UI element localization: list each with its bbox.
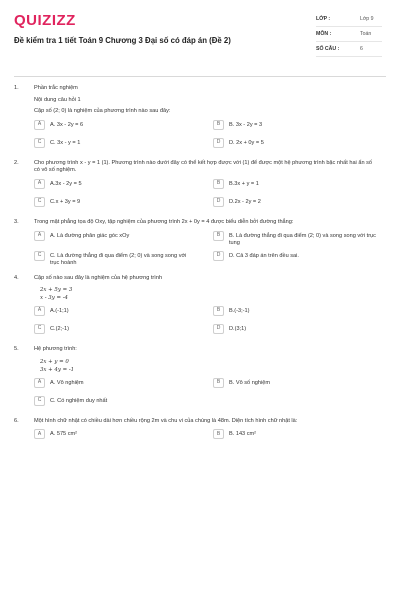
question-text: Hệ phương trình: bbox=[34, 346, 77, 353]
meta-row bbox=[316, 42, 382, 57]
question-number: 3. bbox=[14, 218, 19, 225]
equation: 3x + 4y = -1 bbox=[40, 366, 75, 373]
option-letter-box[interactable]: B bbox=[213, 429, 224, 439]
meta-row bbox=[316, 12, 382, 27]
option-text: B. Là đường thẳng đi qua điểm (2; 0) và song song với trục tung bbox=[229, 232, 376, 246]
answer-option[interactable] bbox=[213, 324, 376, 338]
header bbox=[14, 12, 386, 74]
meta-table bbox=[316, 12, 382, 57]
answer-options bbox=[34, 429, 376, 443]
question-text: Trong mặt phẳng tọa độ Oxy, tập nghiệm của phương trình 2x + 0y = 4 được biểu diễn bởi đường thẳng: bbox=[34, 218, 294, 225]
meta-label: SỐ CÂU : bbox=[316, 46, 340, 52]
answer-options bbox=[34, 378, 376, 410]
option-letter-box[interactable]: D bbox=[213, 251, 224, 261]
answer-options bbox=[34, 231, 376, 267]
option-letter-box[interactable]: B bbox=[213, 378, 224, 388]
question-text: Cặp số nào sau đây là nghiệm của hệ phương trình bbox=[34, 274, 163, 281]
option-text: C. 3x - y = 1 bbox=[50, 139, 81, 146]
answer-option[interactable] bbox=[34, 396, 197, 410]
meta-label: LỚP : bbox=[316, 16, 331, 22]
option-text: D. Cả 3 đáp án trên đều sai. bbox=[229, 252, 299, 259]
option-letter-box[interactable]: A bbox=[34, 306, 45, 316]
meta-value: Lớp 9 bbox=[360, 16, 374, 22]
option-letter-box[interactable]: B bbox=[213, 179, 224, 189]
option-letter-box[interactable]: A bbox=[34, 120, 45, 130]
option-letter-box[interactable]: D bbox=[213, 138, 224, 148]
question bbox=[14, 275, 376, 339]
option-text: D.2x - 2y = 2 bbox=[229, 198, 261, 205]
meta-row bbox=[316, 27, 382, 42]
option-text: C. Là đường thẳng đi qua điểm (2; 0) và song song với trục hoành bbox=[50, 252, 187, 266]
option-letter-box[interactable]: A bbox=[34, 179, 45, 189]
question bbox=[14, 160, 376, 211]
meta-label: MÔN : bbox=[316, 31, 332, 37]
answer-options bbox=[34, 120, 376, 152]
answer-option[interactable] bbox=[34, 138, 197, 152]
option-text: A. Là đường phân giác góc xOy bbox=[50, 232, 130, 239]
answer-option[interactable] bbox=[213, 179, 376, 193]
answer-option[interactable] bbox=[34, 378, 197, 392]
question-number: 4. bbox=[14, 274, 19, 281]
equation: x - 3y = -4 bbox=[40, 295, 68, 302]
option-letter-box[interactable]: B bbox=[213, 120, 224, 130]
option-letter-box[interactable]: B bbox=[213, 231, 224, 241]
option-text: B. Vô số nghiệm bbox=[229, 379, 271, 386]
question-list bbox=[14, 77, 386, 443]
question-text: Một hình chữ nhật có chiều dài hơn chiều rộng 2m và chu vi của chúng là 48m. Diện tích hình chữ nhật là: bbox=[34, 417, 298, 424]
answer-option[interactable] bbox=[213, 231, 376, 247]
option-letter-box[interactable]: B bbox=[213, 306, 224, 316]
equation-system bbox=[40, 358, 376, 374]
option-letter-box[interactable]: D bbox=[213, 324, 224, 334]
answer-option[interactable] bbox=[34, 120, 197, 134]
option-text: B. 3x - 2y = 3 bbox=[229, 121, 263, 128]
meta-value: Toán bbox=[360, 31, 372, 37]
answer-option[interactable] bbox=[213, 138, 376, 152]
question bbox=[14, 418, 376, 444]
answer-option[interactable] bbox=[213, 429, 376, 443]
answer-options bbox=[34, 179, 376, 211]
option-text: A.(-1;1) bbox=[50, 308, 69, 315]
option-text: A.3x - 2y = 5 bbox=[50, 180, 82, 187]
answer-option[interactable] bbox=[213, 120, 376, 134]
option-text: B. 143 cm² bbox=[229, 431, 257, 438]
option-letter-box[interactable]: A bbox=[34, 231, 45, 241]
quizizz-logo[interactable]: QUIZIZZ bbox=[14, 12, 76, 29]
answer-option[interactable] bbox=[213, 378, 376, 392]
equation: 2x + 5y = 3 bbox=[40, 287, 73, 294]
answer-option[interactable] bbox=[34, 251, 197, 267]
question-text: Cặp số (2; 0) là nghiệm của phương trình nào sau đây: bbox=[34, 108, 171, 115]
option-letter-box[interactable]: A bbox=[34, 429, 45, 439]
question-text: Nội dung câu hỏi 1 bbox=[34, 96, 81, 103]
option-letter-box[interactable]: C bbox=[34, 251, 45, 261]
question-text: Cho phương trình x - y = 1 (1). Phương trình nào dưới đây có thể kết hợp được với (1) để được một hệ phương trình bậc nhất hai ẩn số có vô số nghiệm. bbox=[34, 159, 373, 174]
option-text: C.x + 3y = 9 bbox=[50, 198, 81, 205]
option-text: B.3x + y = 1 bbox=[229, 180, 259, 187]
answer-option[interactable] bbox=[34, 429, 197, 443]
option-text: C. Có nghiệm duy nhất bbox=[50, 397, 108, 404]
answer-option[interactable] bbox=[34, 197, 197, 211]
option-text: C.(2;-1) bbox=[50, 326, 69, 333]
option-text: D. 2x + 0y = 5 bbox=[229, 139, 264, 146]
option-letter-box[interactable]: C bbox=[34, 197, 45, 207]
meta-value: 6 bbox=[360, 46, 363, 52]
answer-option[interactable] bbox=[213, 251, 376, 267]
answer-option[interactable] bbox=[213, 197, 376, 211]
equation-system bbox=[40, 286, 376, 302]
question-text: Phần trắc nghiệm bbox=[34, 85, 78, 91]
option-letter-box[interactable]: A bbox=[34, 378, 45, 388]
option-letter-box[interactable]: C bbox=[34, 396, 45, 406]
option-text: A. 3x - 2y = 6 bbox=[50, 121, 84, 128]
question-number: 6. bbox=[14, 417, 19, 424]
page-title: Đề kiểm tra 1 tiết Toán 9 Chương 3 Đại số có đáp án (Đề 2) bbox=[14, 36, 231, 45]
answer-option[interactable] bbox=[34, 324, 197, 338]
question-number: 1. bbox=[14, 85, 19, 91]
answer-option[interactable] bbox=[34, 179, 197, 193]
question-number: 5. bbox=[14, 346, 19, 353]
option-text: D.(3;1) bbox=[229, 326, 247, 333]
equation: 2x + y = 0 bbox=[40, 358, 69, 365]
question bbox=[14, 85, 376, 152]
option-text: A. Vô nghiệm bbox=[50, 379, 84, 386]
option-text: B.(-3;-1) bbox=[229, 308, 250, 315]
option-text: A. 575 cm² bbox=[50, 431, 78, 438]
option-letter-box[interactable]: C bbox=[34, 324, 45, 334]
answer-options bbox=[34, 306, 376, 338]
option-letter-box[interactable]: C bbox=[34, 138, 45, 148]
answer-option[interactable] bbox=[34, 306, 197, 320]
answer-option[interactable] bbox=[34, 231, 197, 247]
question bbox=[14, 346, 376, 410]
option-letter-box[interactable]: D bbox=[213, 197, 224, 207]
answer-option[interactable] bbox=[213, 306, 376, 320]
question bbox=[14, 219, 376, 267]
question-number: 2. bbox=[14, 159, 19, 166]
